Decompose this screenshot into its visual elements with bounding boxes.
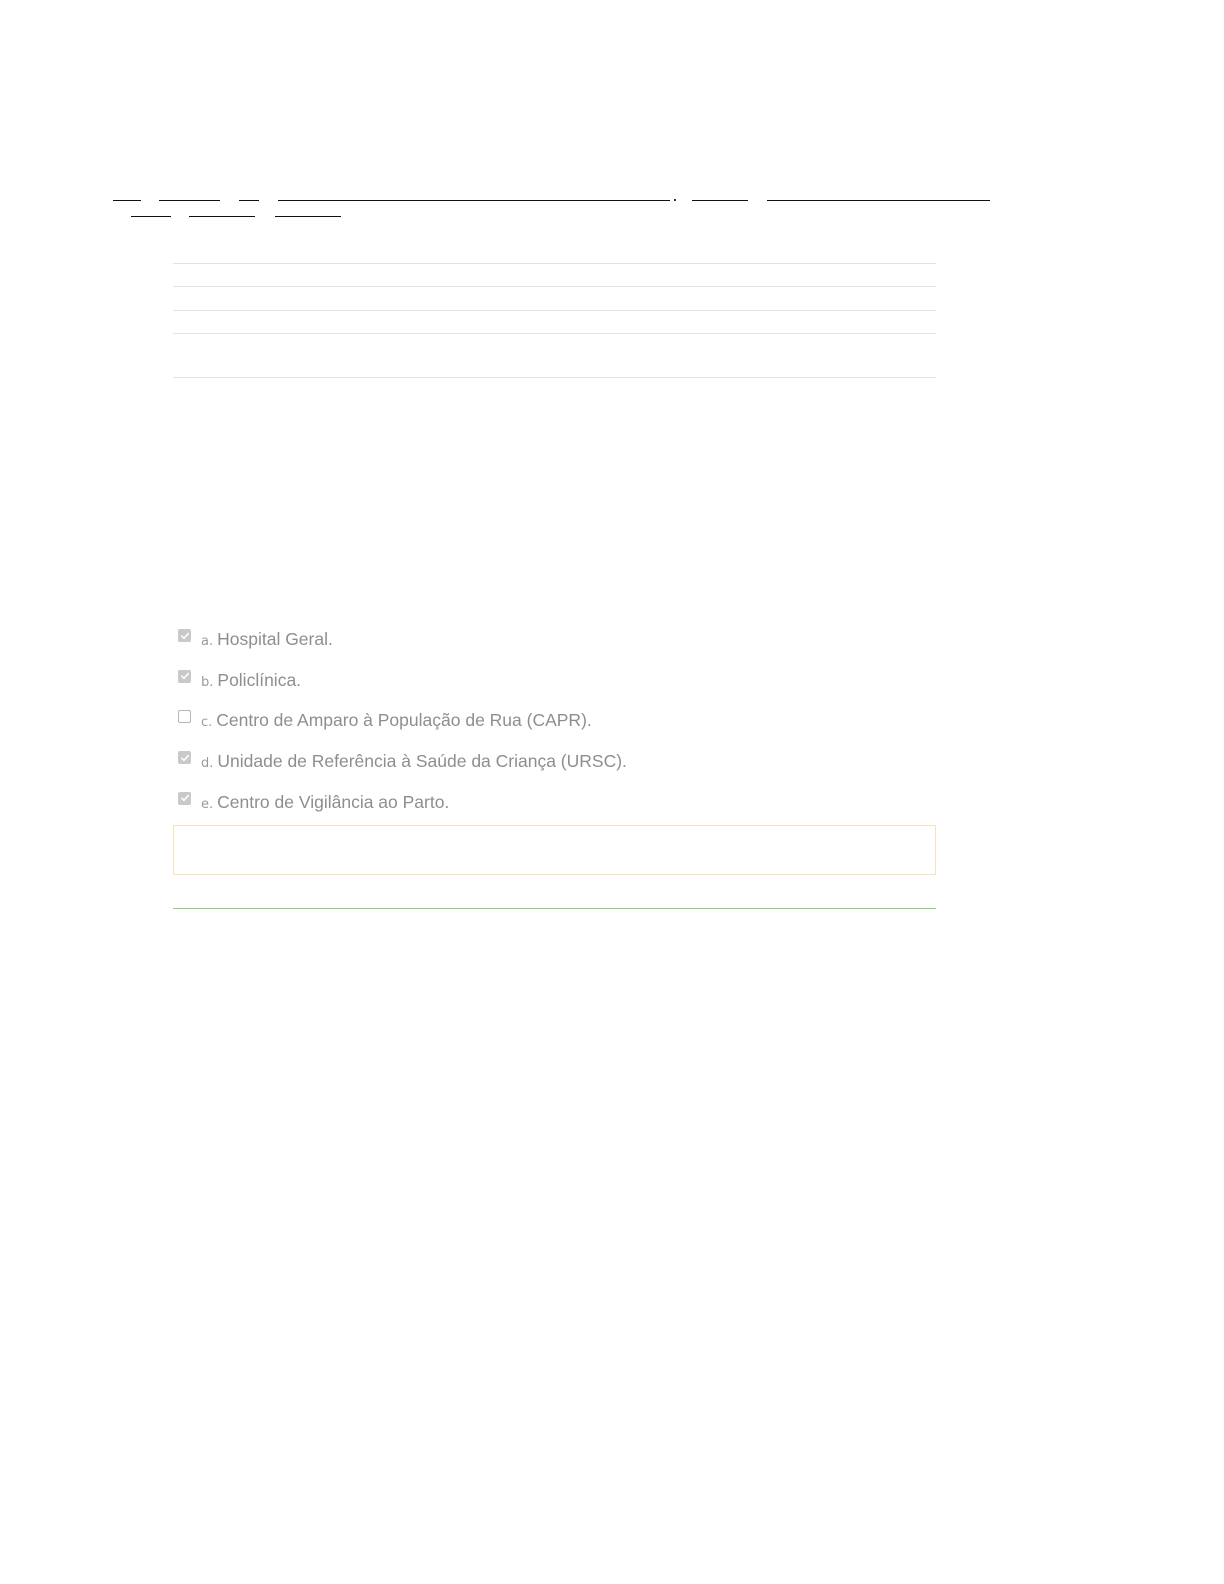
breadcrumb-link-line[interactable]: [113, 200, 141, 201]
answer-letter: a.: [201, 634, 214, 649]
breadcrumb-link-line[interactable]: [692, 200, 748, 201]
answer-letter: b.: [201, 674, 214, 690]
breadcrumb-link-line[interactable]: [278, 200, 670, 201]
breadcrumb-link-line[interactable]: [767, 200, 990, 201]
answer-text: Policlínica.: [217, 669, 302, 690]
breadcrumb-link-line[interactable]: [159, 200, 220, 201]
breadcrumb-link-line[interactable]: [189, 216, 255, 217]
checkbox-checked-icon[interactable]: [178, 629, 191, 642]
checkbox-unchecked-icon[interactable]: [178, 710, 191, 723]
answer-text: Hospital Geral.: [217, 629, 333, 649]
answer-text: Centro de Vigilância ao Parto.: [217, 791, 450, 812]
answer-letter: c.: [201, 715, 213, 731]
checkbox-checked-icon[interactable]: [178, 751, 191, 764]
table-row-divider: [173, 377, 936, 378]
table-row-divider: [173, 333, 936, 334]
breadcrumb-link-line[interactable]: [275, 216, 341, 217]
answer-option-c[interactable]: [178, 708, 938, 749]
table-row-divider: [173, 263, 936, 264]
answer-option-d[interactable]: [178, 749, 938, 790]
table-row-divider: [173, 286, 936, 287]
breadcrumb-link-line[interactable]: [131, 216, 171, 217]
answer-text: Centro de Amparo à População de Rua (CAPR).: [216, 710, 592, 731]
answer-option-b[interactable]: [178, 668, 938, 709]
answer-list: [178, 627, 938, 830]
checkbox-checked-icon[interactable]: [178, 792, 191, 805]
table-row-divider: [173, 310, 936, 311]
feedback-box: [173, 825, 936, 875]
checkbox-checked-icon[interactable]: [178, 670, 191, 683]
answer-option-a[interactable]: [178, 627, 938, 668]
breadcrumb-link-line[interactable]: [239, 200, 259, 201]
answer-letter: e.: [201, 796, 214, 812]
answer-letter: d.: [201, 756, 214, 772]
answer-text: Unidade de Referência à Saúde da Criança (URSC).: [217, 751, 627, 772]
breadcrumb-separator: [674, 199, 676, 201]
correct-answer-divider: [173, 908, 936, 909]
